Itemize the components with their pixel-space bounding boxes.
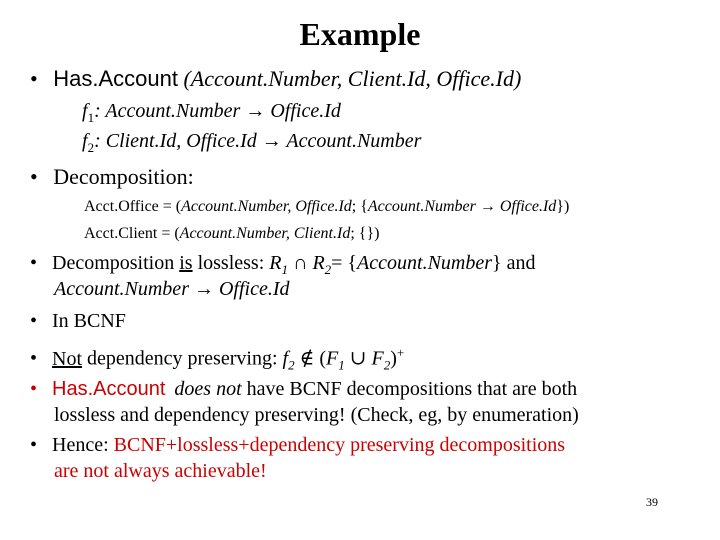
bullet-decomposition [30, 164, 194, 190]
functional-dependency-2 [82, 130, 421, 156]
hence-line2: are not always achievable! [54, 460, 267, 482]
acct-office-sep: ; { [351, 198, 368, 215]
acct-office-attrs: Account.Number, Office.Id [181, 198, 352, 215]
acct-office-fd: Account.Number → Office.Id [367, 198, 557, 215]
not-dp-text: dependency preserving: [82, 347, 283, 370]
bullet-dot: • [30, 378, 38, 400]
fd1-name: f [82, 100, 88, 122]
acct-client-eq: = ( [157, 225, 180, 242]
F2: F [371, 347, 384, 370]
relation-name: Has.Account [53, 66, 178, 91]
not-underlined: Not [52, 347, 83, 370]
bullet-dot: • [30, 434, 38, 456]
lossless-key: Account.Number [357, 252, 493, 274]
f2: f [282, 347, 289, 370]
bullet-dot: • [30, 347, 38, 370]
bullet-dot: • [30, 66, 38, 91]
bullet-lossless [30, 252, 536, 278]
hence-red-1: BCNF+lossless+dependency preserving decompositions [113, 434, 566, 456]
bullet-has-account-line2 [54, 404, 579, 427]
r2-sub: 2 [324, 262, 332, 277]
f2-sub: 2 [288, 357, 295, 373]
acct-office-end: }) [556, 198, 570, 215]
fd1-sub: 1 [87, 110, 95, 125]
fd2-name: f [82, 130, 88, 152]
hence-pre: Hence: [52, 434, 114, 456]
close-paren: ) [390, 347, 397, 370]
no-bcnf-text: have BCNF decompositions that are both [241, 378, 578, 400]
acct-client-attrs: Account.Number, Client.Id [179, 225, 351, 242]
closure-plus: + [396, 345, 405, 360]
r1-sub: 1 [281, 262, 288, 277]
lossless-fd: Account.Number → Office.Id [54, 278, 290, 300]
slide-title: Example [299, 16, 421, 52]
acct-office-eq: = ( [158, 198, 182, 215]
fd1-text: : Account.Number → Office.Id [94, 100, 341, 122]
decomposition-heading: Decomposition: [53, 164, 194, 189]
bullet-dot: • [30, 164, 38, 189]
functional-dependency-1 [82, 100, 341, 126]
F1-sub: 1 [338, 357, 345, 373]
bullet-relation-schema [30, 66, 521, 92]
bullet-dot: • [30, 252, 38, 274]
lossless-eq: = { [331, 252, 358, 274]
bcnf-text: In BCNF [52, 310, 126, 332]
lossless-and: } and [492, 252, 536, 274]
lossless-is: is [179, 252, 193, 274]
decomposition-acct-office [84, 198, 569, 216]
cap-symbol: ∩ [287, 252, 313, 274]
lossless-mid: lossless: [192, 252, 270, 274]
page-number: 39 [646, 495, 658, 509]
fd2-sub: 2 [87, 140, 95, 155]
notin-symbol: ∉ ( [294, 347, 327, 370]
F1: F [326, 347, 339, 370]
r2: R [312, 252, 325, 274]
relation-name: Has.Account [52, 378, 166, 400]
bullet-hence [30, 434, 565, 457]
relation-attributes: (Account.Number, Client.Id, Office.Id) [183, 66, 522, 91]
acct-office-name: Acct.Office [84, 198, 159, 215]
does-not: does not [174, 378, 242, 400]
fd2-text: : Client.Id, Office.Id → Account.Number [94, 130, 422, 152]
bullet-has-account-no-bcnf [30, 378, 577, 401]
no-bcnf-line2: lossless and dependency preserving! (Check, eg, by enumeration) [54, 404, 579, 426]
F2-sub: 2 [383, 357, 391, 373]
acct-client-name: Acct.Client [84, 225, 158, 242]
decomposition-acct-client [84, 225, 379, 243]
bullet-not-dependency-preserving [30, 345, 404, 374]
lossless-pre: Decomposition [52, 252, 180, 274]
cup-symbol: ∪ [344, 347, 372, 370]
lossless-line2 [54, 278, 290, 301]
r1: R [269, 252, 282, 274]
acct-client-end: ; {}) [350, 225, 380, 242]
bullet-dot: • [30, 310, 38, 332]
bullet-bcnf [30, 310, 126, 333]
